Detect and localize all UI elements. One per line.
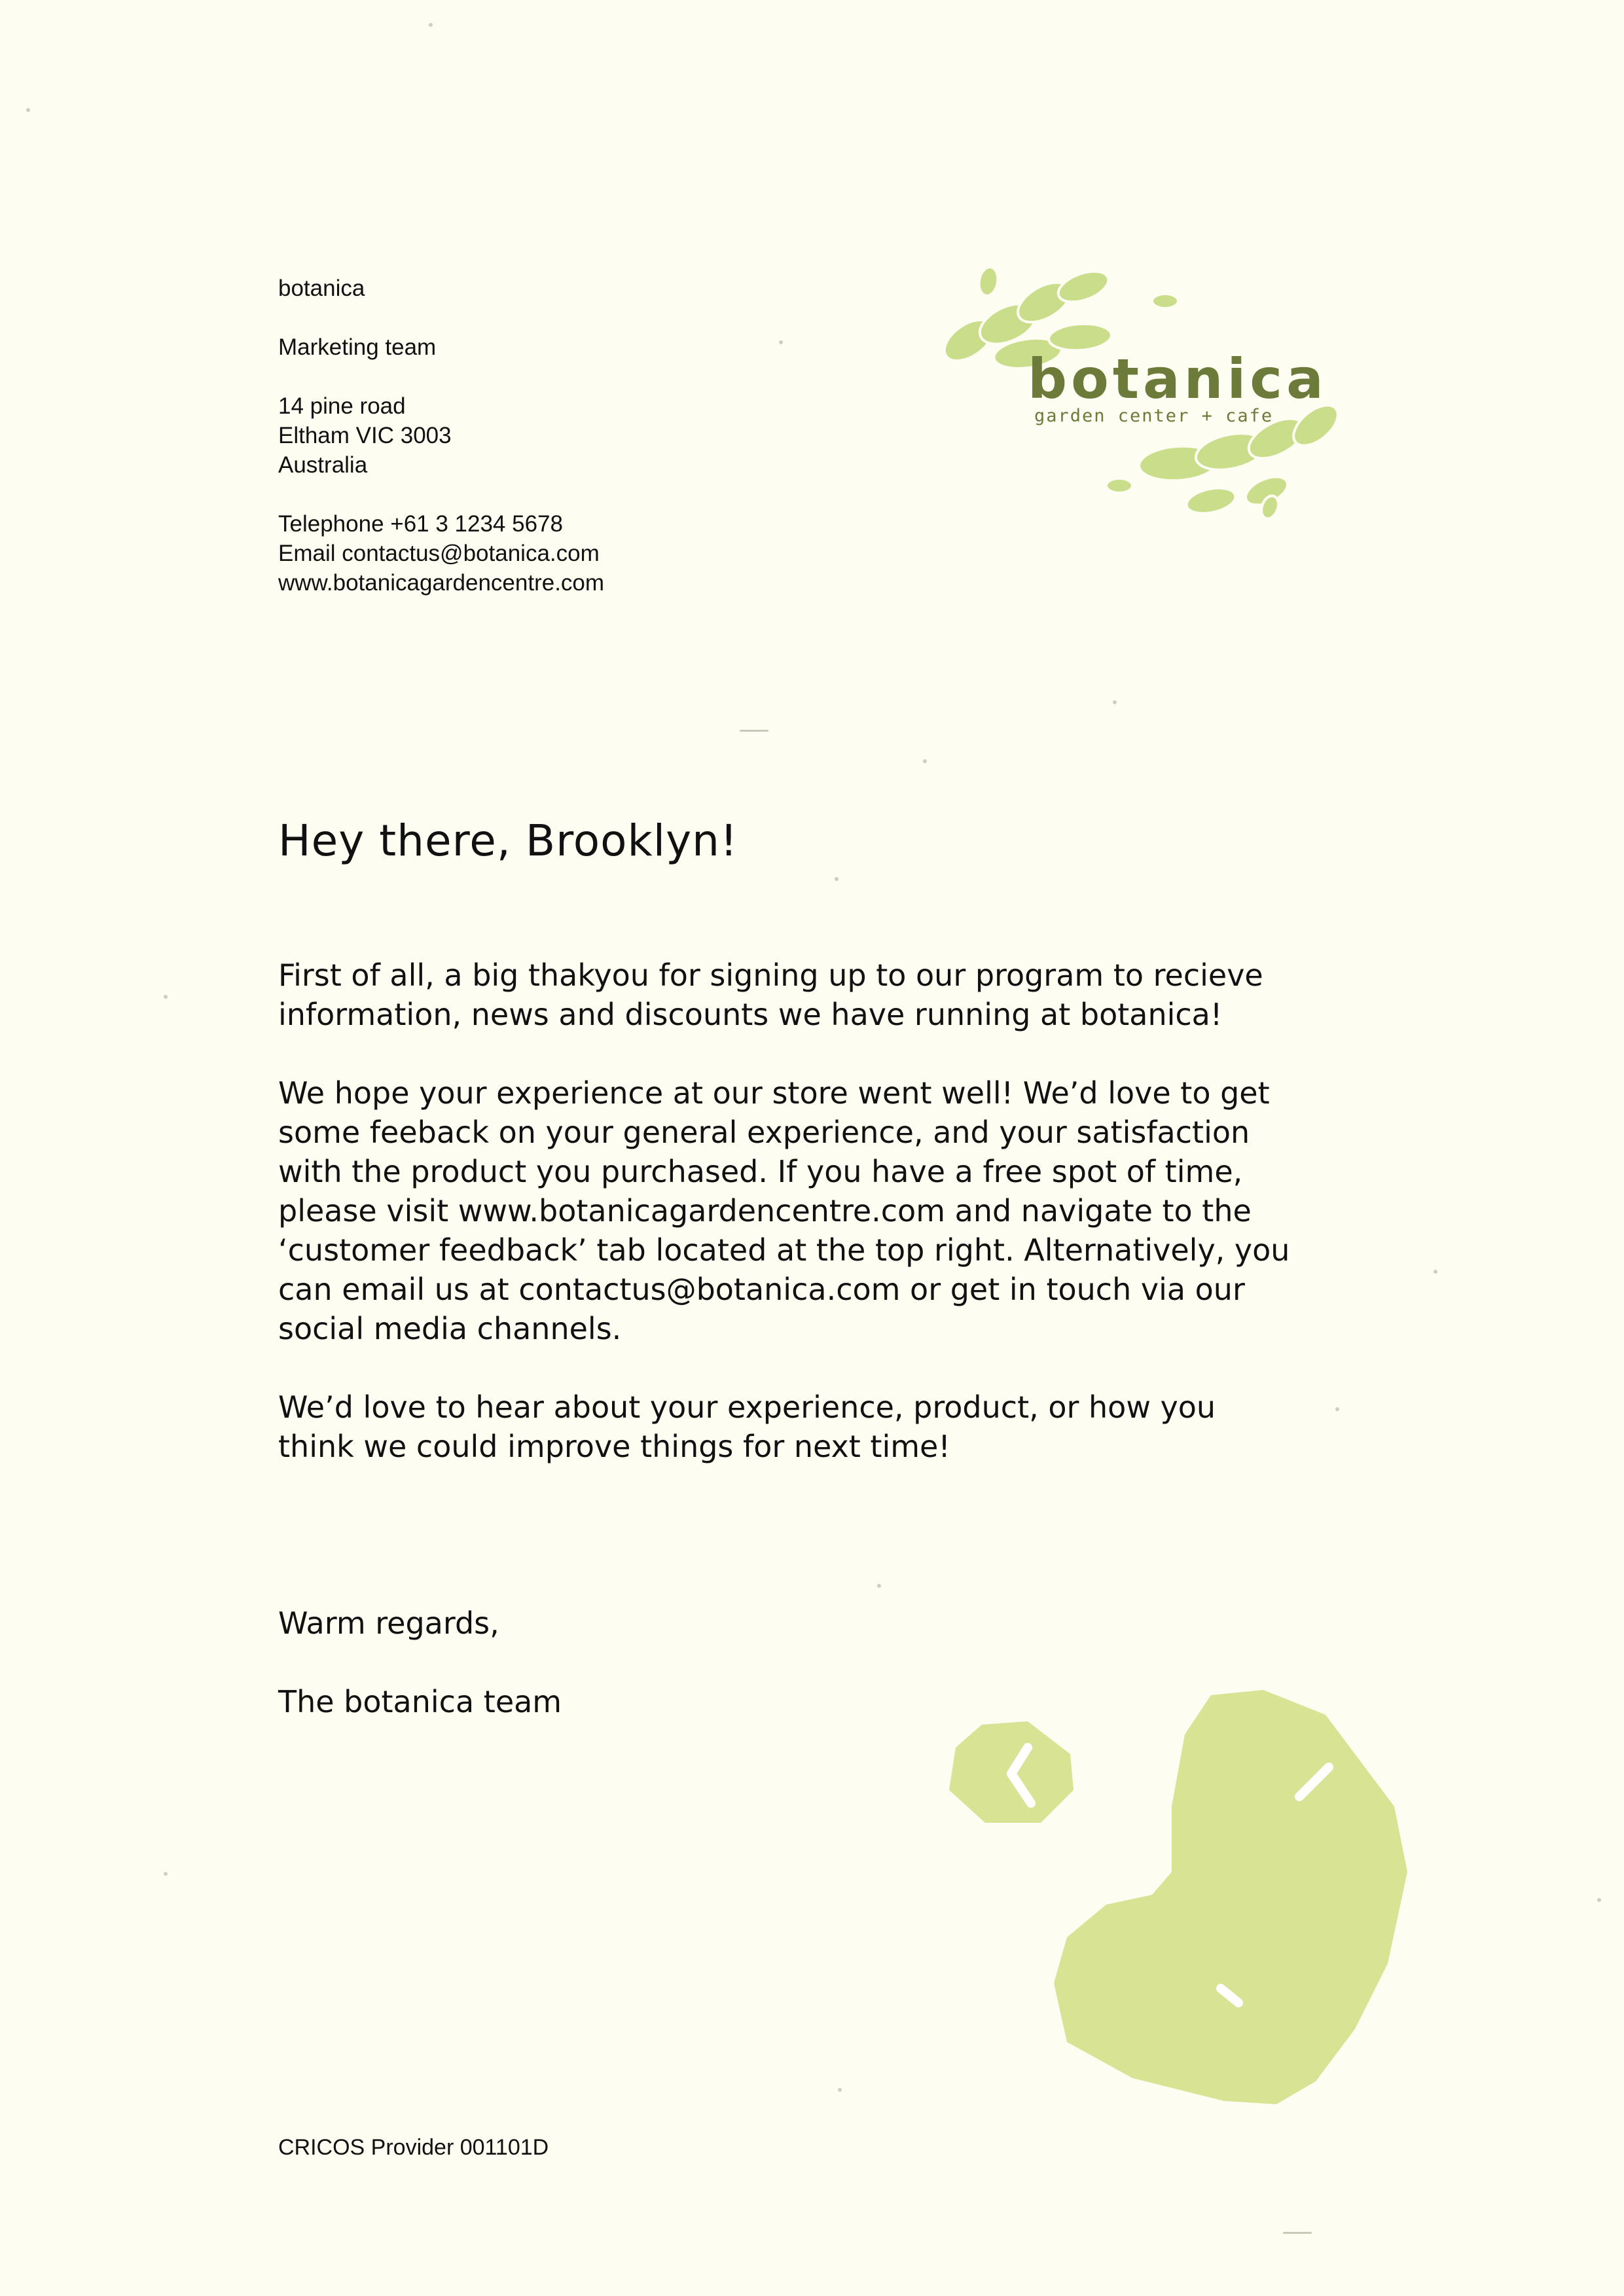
leaf-sprig-bottom-icon <box>929 262 1355 524</box>
paragraph-1: First of all, a big thakyou for signing up to our program to recieve information, news and discounts we have running at botanica! <box>278 958 1263 1032</box>
sender-website: www.botanicagardencentre.com <box>278 570 605 596</box>
paragraph-2: We hope your experience at our store went well! We’d love to get some feeback on your general experience, and your satisfaction with the product you purchased. If you have a free spot of time, please visit www.botanicagardencentre.com and navigate to the ‘customer feedback’ tab located at the top right. Alternatively, you can email us at contactus@botanica.com or get in touch via our social media channels. <box>278 1075 1290 1346</box>
sender-company: botanica <box>278 276 365 301</box>
signoff: Warm regards, <box>278 1605 499 1641</box>
leaf-blob-decoration-icon <box>936 1676 1420 2121</box>
sender-block <box>278 274 604 598</box>
letter-body <box>278 812 1326 1719</box>
botanica-logo <box>929 262 1355 524</box>
logo-wordmark: botanica <box>1028 347 1327 411</box>
sender-address-line3: Australia <box>278 452 368 478</box>
cricos-footer: CRICOS Provider 001101D <box>278 2135 549 2160</box>
paragraph-3: We’d love to hear about your experience, product, or how you think we could improve things for next time! <box>278 1390 1216 1464</box>
sender-address-line2: Eltham VIC 3003 <box>278 423 452 448</box>
logo-tagline: garden center + cafe <box>1034 406 1274 426</box>
sender-email: Email contactus@botanica.com <box>278 541 600 566</box>
greeting: Hey there, Brooklyn! <box>278 816 738 866</box>
sender-address-line1: 14 pine road <box>278 393 406 419</box>
sender-department: Marketing team <box>278 334 437 360</box>
sender-telephone: Telephone +61 3 1234 5678 <box>278 511 563 537</box>
signature: The botanica team <box>278 1684 562 1719</box>
